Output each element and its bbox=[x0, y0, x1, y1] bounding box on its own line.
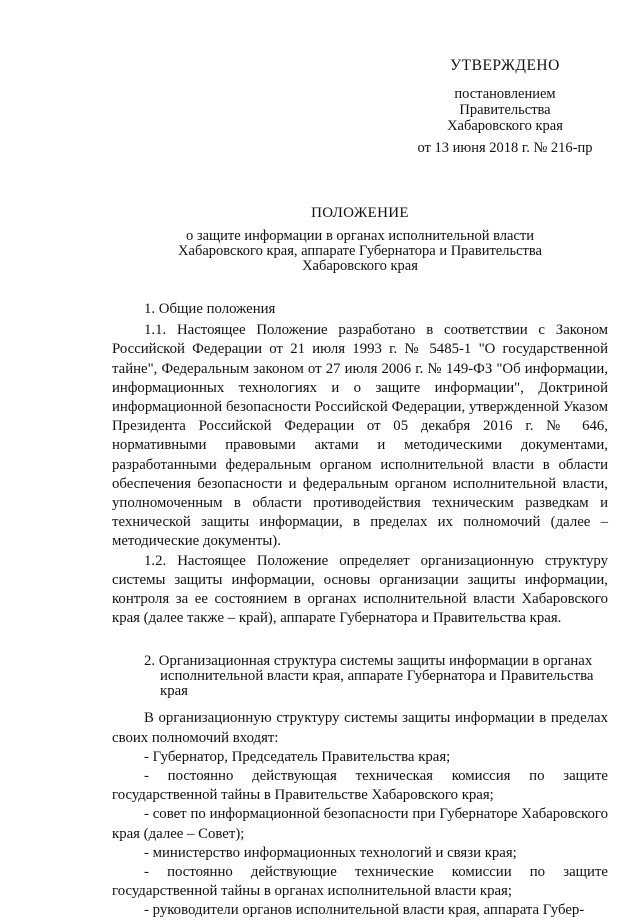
section-1-paragraph-2: 1.2. Настоящее Положение определяет организационную структуру системы защиты информации, основы организации защиты информации, контроля за ее состоянием в органах исполнительной власти Хабаровского края (далее также – край), аппарате Губернатора и Правительства края. bbox=[112, 552, 608, 627]
section-2-heading: 2. Организационная структура системы защиты информации в органах исполнительной власти края, аппарате Губернатора и Правительства края bbox=[144, 653, 594, 700]
section-1-paragraph-1: 1.1. Настоящее Положение разработано в соответствии с Законом Российской Федерации от 21 июля 1993 г. № 5485-1 "О государственной тайне", Федеральным законом от 27 июля 2006 г. № 149-ФЗ "Об информации, информационных технологиях и о защите информации", Доктриной информационной безопасности Российской Федерации, утвержденной Указом Президента Российской Федерации от 05 декабря 2016 г. № 646, нормативными правовыми актами и методическими документами, разработанными федеральным органом исполнительной власти в области обеспечения безопасности и федеральным органом исполнительной власти, уполномоченным в области противодействия техническим разведкам и технической защиты информации, в пределах их полномочий (далее – методические документы). bbox=[112, 322, 608, 550]
list-item: - руководители органов исполнительной власти края, аппарата Губер- bbox=[144, 902, 585, 919]
list-item: - Губернатор, Председатель Правительства края; bbox=[144, 748, 451, 765]
list-item: - министерство информационных технологий и связи края; bbox=[144, 844, 517, 861]
document-title-block bbox=[120, 206, 600, 274]
document-subtitle-line-3: Хабаровского края bbox=[302, 258, 418, 274]
approval-line-1: постановлением bbox=[454, 86, 556, 102]
approval-line-2: Правительства bbox=[459, 102, 551, 118]
list-item: - постоянно действующие технические комиссии по защите государственной тайны в органах исполнительной власти края; bbox=[112, 864, 608, 900]
document-title: ПОЛОЖЕНИЕ bbox=[311, 205, 409, 221]
list-item: - совет по информационной безопасности при Губернаторе Хабаровского края (далее – Совет); bbox=[112, 806, 608, 842]
approval-block bbox=[390, 58, 620, 156]
list-item: - постоянно действующая техническая комиссия по защите государственной тайны в Правительстве Хабаровского края; bbox=[112, 768, 608, 804]
approval-heading: УТВЕРЖДЕНО bbox=[450, 57, 560, 74]
approval-line-3: Хабаровского края bbox=[447, 118, 563, 134]
section-2-intro: В организационную структуру системы защиты информации в пределах своих полномочий входят: bbox=[112, 710, 608, 746]
document-subtitle-line-2: Хабаровского края, аппарате Губернатора и Правительства bbox=[178, 243, 542, 259]
document-body bbox=[112, 300, 608, 921]
section-1-heading: 1. Общие положения bbox=[144, 301, 276, 317]
document-subtitle-line-1: о защите информации в органах исполнительной власти bbox=[185, 228, 535, 244]
approval-date: от 13 июня 2018 г. № 216-пр bbox=[417, 140, 593, 156]
